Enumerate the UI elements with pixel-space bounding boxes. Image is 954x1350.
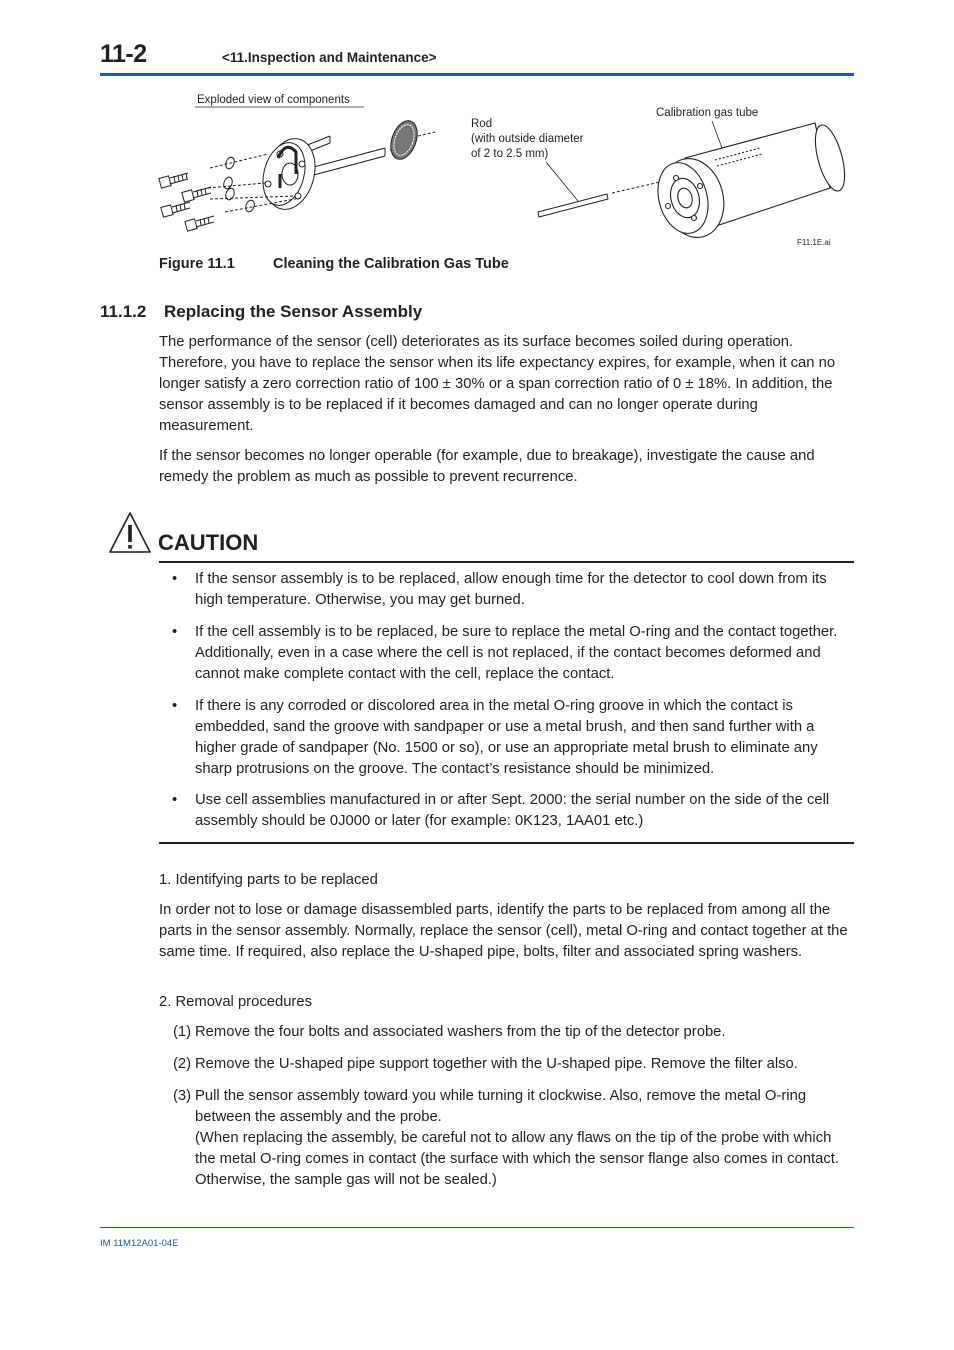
- procedure-step: [159, 1022, 855, 1043]
- chapter-title: <11.Inspection and Maintenance>: [222, 50, 437, 65]
- step-number: (1): [173, 1024, 192, 1040]
- figure-caption-number: Figure 11.1: [159, 256, 235, 272]
- section-heading: [100, 302, 422, 322]
- caution-item: [159, 622, 855, 685]
- step-number: (3): [173, 1088, 192, 1104]
- label-exploded-view: Exploded view of components: [197, 94, 350, 106]
- section-title: Replacing the Sensor Assembly: [164, 302, 423, 321]
- procedure-step: [159, 1054, 855, 1075]
- step-number: (2): [173, 1056, 192, 1072]
- bullet-dot: •: [172, 571, 178, 587]
- figure-cleaning-calibration-gas-tube: [100, 88, 854, 258]
- caution-item: [159, 569, 855, 611]
- footer-rule: [100, 1227, 854, 1228]
- bullet-dot: •: [172, 792, 178, 808]
- rod-leader-line: [546, 162, 578, 201]
- step-text: Pull the sensor assembly toward you while turning it clockwise. Also, remove the metal O-ring between the assembly and the probe.: [195, 1088, 807, 1125]
- exploded-view-drawing: [159, 117, 435, 231]
- caution-title: CAUTION: [158, 530, 259, 555]
- label-calibration-gas-tube: Calibration gas tube: [656, 107, 759, 119]
- section-paragraph-2: If the sensor becomes no longer operable (for example, due to breakage), investigate the cause and remedy the problem as much as possible to prevent recurrence.: [159, 448, 815, 485]
- section-paragraph-1: The performance of the sensor (cell) deteriorates as its surface becomes soiled during operation. Therefore, you have to replace the sensor when its life expectancy expires, for example, when it can no longer satisfy a zero correction ratio of 100 ± 30% or a span correction ratio of 0 ± 18%. In addition, the sensor assembly is to be replaced if it becomes damaged and can no longer operate during measurement.: [159, 334, 836, 434]
- procedure-paragraph-1: In order not to lose or damage disassembled parts, identify the parts to be replaced from among all the parts in the sensor assembly. Normally, replace the sensor (cell), metal O-ring and contact together at the same time. If required, also replace the U-shaped pipe, bolts, filter and associated spring washers.: [159, 902, 848, 960]
- warning-triangle-icon: [108, 510, 152, 554]
- label-rod-range: of 2 to 2.5 mm): [471, 148, 549, 160]
- header-rule: [100, 73, 854, 76]
- figure-caption: [159, 256, 509, 272]
- caution-item-text: If the cell assembly is to be replaced, be sure to replace the metal O-ring and the contact together. Additionally, even in a case where the cell is not replaced, if the contact becomes deformed and cannot make complete contact with the cell, replace the contact.: [195, 624, 838, 682]
- document-id: IM 11M12A01-04E: [100, 1238, 179, 1249]
- caution-item: [159, 696, 855, 780]
- bullet-dot: •: [172, 624, 178, 640]
- caution-item-text: If the sensor assembly is to be replaced, allow enough time for the detector to cool down from its high temperature. Otherwise, you may get burned.: [195, 571, 827, 608]
- step-text: Remove the U-shaped pipe support together with the U-shaped pipe. Remove the filter also.: [195, 1056, 798, 1072]
- procedure-step: [159, 1086, 855, 1191]
- procedure-heading-1: 1. Identifying parts to be replaced: [159, 872, 378, 888]
- caution-top-rule: [159, 561, 854, 563]
- caution-bottom-rule: [159, 842, 854, 844]
- page-number: 11-2: [100, 40, 147, 68]
- label-rod-diameter: (with outside diameter: [471, 133, 584, 145]
- figure-caption-title: Cleaning the Calibration Gas Tube: [273, 256, 509, 272]
- calibration-gas-tube-drawing: [651, 122, 851, 244]
- section-number: 11.1.2: [100, 302, 147, 321]
- caution-item: [159, 790, 855, 832]
- caution-item-text: Use cell assemblies manufactured in or after Sept. 2000: the serial number on the side of the cell assembly should be 0J000 or later (for example: 0K123, 1AA01 etc.): [195, 792, 830, 829]
- bullet-dot: •: [172, 698, 178, 714]
- step-note: (When replacing the assembly, be careful not to allow any flaws on the tip of the probe with which the metal O-ring comes in contact (the surface with which the sensor flange also comes in contact. Otherwise, the sample gas will not be sealed.): [195, 1130, 839, 1188]
- step-text: Remove the four bolts and associated washers from the tip of the detector probe.: [195, 1024, 726, 1040]
- caution-item-text: If there is any corroded or discolored area in the metal O-ring groove in which the contact is embedded, sand the groove with sandpaper or use a metal brush, and then sand further with a higher grade of sandpaper (No. 1500 or so), or use an appropriate metal brush to eliminate any sharp protrusions on the groove. The contact’s resistance should be minimized.: [195, 698, 818, 777]
- procedure-heading-2: 2. Removal procedures: [159, 994, 312, 1010]
- label-rod: Rod: [471, 118, 493, 130]
- rod-drawing: [538, 182, 660, 217]
- figure-file-reference: F11.1E.ai: [797, 238, 831, 247]
